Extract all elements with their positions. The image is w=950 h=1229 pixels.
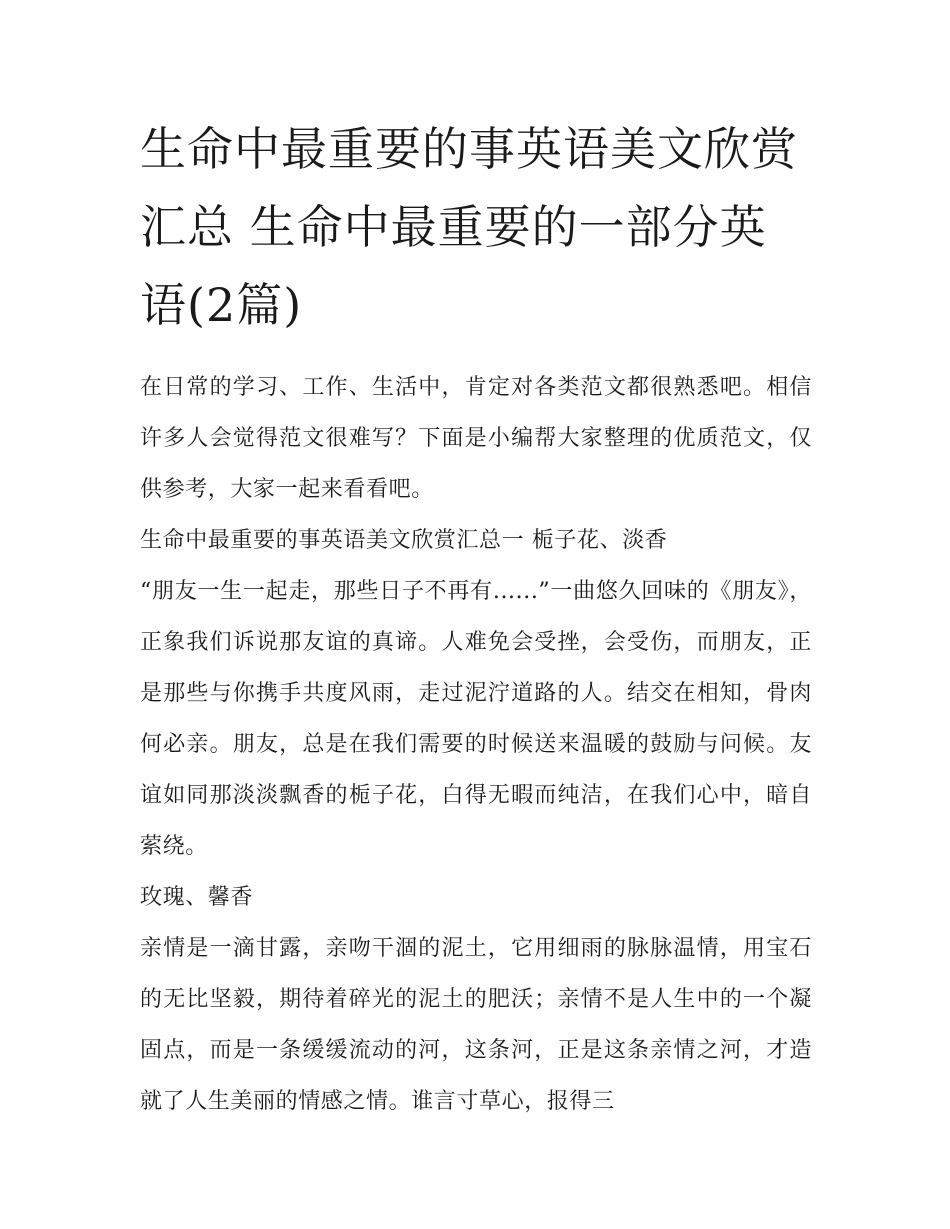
paragraph-intro: 在日常的学习、工作、生活中，肯定对各类范文都很熟悉吧。相信许多人会觉得范文很难写？下面是小编帮大家整理的优质范文，仅供参考，大家一起来看看吧。 xyxy=(140,375,812,502)
document-title: 生命中最重要的事英语美文欣赏汇总 生命中最重要的一部分英语(2篇) xyxy=(140,122,798,332)
paragraph-friendship: “朋友一生一起走，那些日子不再有......”一曲悠久回味的《朋友》，正象我们诉说那友谊的真谛。人难免会受挫，会受伤，而朋友，正是那些与你携手共度风雨，走过泥泞道路的人。结交在相知，骨肉何必亲。朋友，总是在我们需要的时候送来温暖的鼓励与问候。友谊如同那淡淡飘香的栀子花，白得无暇而纯洁，在我们心中，暗自萦绕。 xyxy=(140,579,812,859)
paragraph-rose-heading: 玫瑰、馨香 xyxy=(140,885,254,910)
paragraph-family: 亲情是一滴甘露，亲吻干涸的泥土，它用细雨的脉脉温情，用宝石的无比坚毅，期待着碎光的泥土的肥沃；亲情不是人生中的一个凝固点，而是一条缓缓流动的河，这条河，正是这条亲情之河，才造就了人生美丽的情感之情。谁言寸草心，报得三 xyxy=(140,936,812,1114)
paragraph-heading-one: 生命中最重要的事英语美文欣赏汇总一 栀子花、淡香 xyxy=(140,528,668,553)
document-body xyxy=(140,110,812,1127)
